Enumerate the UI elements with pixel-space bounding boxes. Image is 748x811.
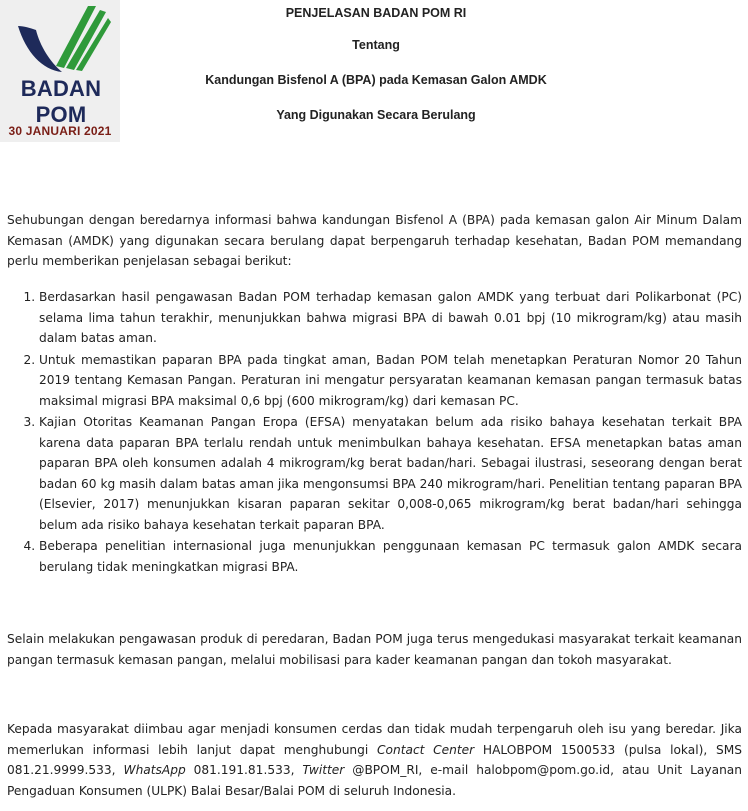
contact-paragraph bbox=[7, 719, 742, 801]
intro-paragraph: Sehubungan dengan beredarnya informasi bahwa kandungan Bisfenol A (BPA) pada kemasan galon Air Minum Dalam Kemasan (AMDK) yang digunakan secara berulang dapat berpengaruh terhadap kesehatan, Badan POM memandang perlu memberikan penjelasan sebagai berikut: bbox=[7, 213, 742, 268]
release-date: 30 JANUARI 2021 bbox=[8, 124, 112, 138]
contact-text-1: Kepada masyarakat diimbau agar menjadi konsumen cerdas dan tidak mudah terpengaruh oleh isu yang beredar. Jika memerlukan informasi lebih lanjut dapat menghubungi bbox=[7, 722, 742, 757]
whatsapp-label: WhatsApp bbox=[123, 763, 186, 777]
logo-block bbox=[0, 0, 120, 142]
points-list bbox=[7, 287, 742, 578]
contact-text-4: @BPOM_RI, e-mail halobpom@pom.go.id, atau Unit Layanan Pengaduan Konsumen (ULPK) Balai Besar/Balai POM di seluruh Indonesia. bbox=[7, 763, 743, 798]
contact-text-2: HALOBPOM 1500533 (pulsa lokal), SMS 081.21.9999.533, bbox=[7, 742, 742, 777]
education-paragraph: Selain melakukan pengawasan produk di peredaran, Badan POM juga terus mengedukasi masyarakat terkait keamanan pangan termasuk kemasan pangan, melalui mobilisasi para kader keamanan pangan dan tokoh masyarakat. bbox=[7, 632, 742, 667]
list-item: 4. Beberapa penelitian internasional juga menunjukkan penggunaan kemasan PC termasuk galon AMDK secara berulang tidak meningkatkan migrasi BPA. bbox=[39, 536, 742, 577]
contact-center-label: Contact Center bbox=[377, 742, 475, 757]
list-item: 3. Kajian Otoritas Keamanan Pangan Eropa (EFSA) menyatakan belum ada risiko bahaya kesehatan terkait BPA karena data paparan BPA terlalu rendah untuk menimbulkan bahaya kesehatan. EFSA menetapkan batas aman paparan BPA oleh konsumen adalah 4 mikrogram/kg berat badan/hari. Sebagai ilustrasi, seseorang dengan berat badan 60 kg masih dalam batas aman jika mengonsumsi BPA 240 mikrogram/hari. Penelitian tentang paparan BPA (Elsevier, 2017) menunjukkan kisaran paparan sekitar 0,008-0,065 mikrogram/kg berat badan/hari sehingga belum ada risiko bahaya kesehatan terkait paparan BPA. bbox=[39, 412, 742, 535]
header-subject: Kandungan Bisfenol A (BPA) pada Kemasan Galon AMDK bbox=[205, 73, 547, 87]
list-item: 1. Berdasarkan hasil pengawasan Badan POM terhadap kemasan galon AMDK yang terbuat dari Polikarbonat (PC) selama lima tahun terakhir, menunjukkan bahwa migrasi BPA di bawah 0.01 bpj (10 mikrogram/kg) atau masih dalam batas aman. bbox=[39, 287, 742, 349]
badan-pom-logo-icon bbox=[16, 4, 112, 74]
header-tentang: Tentang bbox=[352, 38, 400, 52]
twitter-label: Twitter bbox=[302, 763, 345, 777]
list-item: 2. Untuk memastikan paparan BPA pada tingkat aman, Badan POM telah menetapkan Peraturan Nomor 20 Tahun 2019 tentang Kemasan Pangan. Peraturan ini mengatur persyaratan keamanan kemasan pangan termasuk batas maksimal migrasi BPA maksimal 0,6 bpj (600 mikrogram/kg) dari kemasan PC. bbox=[39, 350, 742, 412]
contact-text-3: 081.191.81.533, bbox=[185, 763, 303, 777]
header-title: PENJELASAN BADAN POM RI bbox=[285, 6, 467, 20]
header-subject-cont: Yang Digunakan Secara Berulang bbox=[276, 108, 476, 122]
logo-brand-text: BADAN POM bbox=[20, 76, 102, 127]
